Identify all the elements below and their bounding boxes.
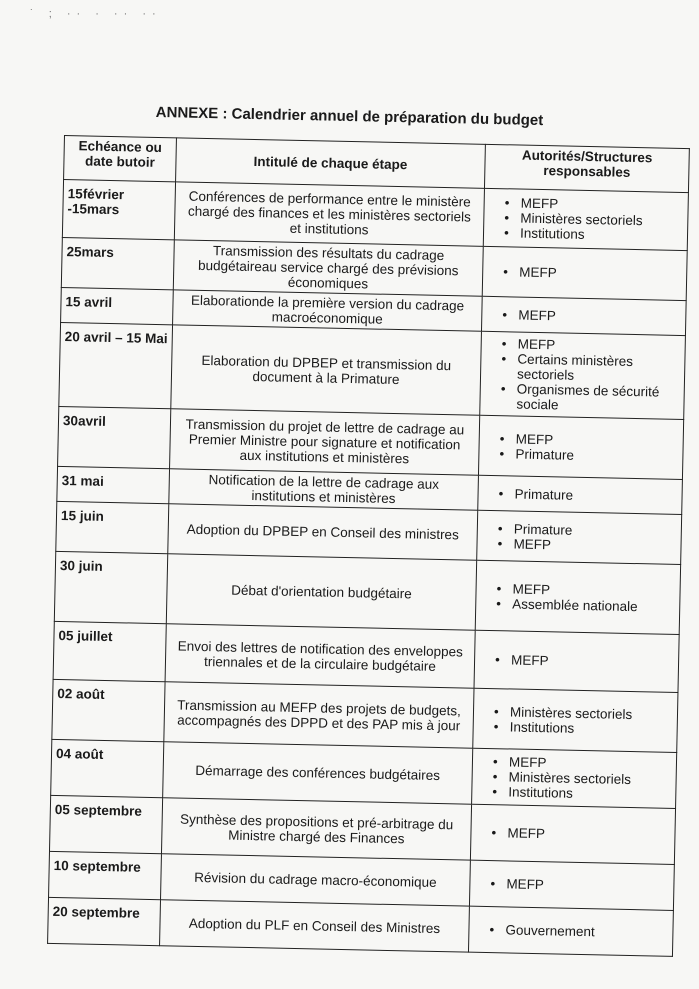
responsible-item: • MEFP	[504, 431, 679, 450]
step-cell: Démarrage des conférences budgétaires	[163, 742, 473, 804]
responsible-cell	[470, 804, 675, 864]
responsible-item: • MEFP	[509, 195, 684, 214]
calendar-table-wrapper	[47, 135, 662, 956]
step-cell: Révision du cadrage macro-économique	[161, 854, 471, 906]
responsible-item: • MEFP	[501, 536, 676, 555]
table-row	[54, 551, 680, 634]
step-cell: Elaborationde la première version du cadrage macroéconomique	[173, 290, 483, 331]
responsible-cell	[473, 688, 678, 752]
responsible-cell	[474, 630, 679, 692]
responsible-item: • Primature	[503, 446, 678, 465]
responsible-cell	[483, 188, 688, 250]
responsible-cell	[468, 906, 673, 956]
responsible-item: • MEFP	[494, 876, 669, 895]
deadline-cell: 15février -15mars	[62, 180, 175, 240]
step-cell: Synthèse des propositions et pré-arbitrage du Ministre chargé des Finances	[161, 798, 471, 860]
deadline-cell: 15 juin	[56, 501, 169, 553]
responsible-cell	[478, 415, 683, 479]
responsible-item: • Organismes de sécurité sociale	[504, 381, 680, 415]
responsible-list	[485, 430, 679, 464]
responsible-list	[477, 825, 670, 844]
step-cell: Conférences de performance entre le ministère chargé des finances et les ministères sectoriels et institutions	[174, 182, 484, 246]
responsible-list	[490, 195, 684, 244]
deadline-cell: 20 septembre	[48, 897, 161, 945]
header-step: Intitulé de chaque étape	[176, 138, 486, 188]
responsible-item: • Ministères sectoriels	[498, 704, 673, 723]
responsible-cell	[478, 475, 683, 514]
step-cell: Envoi des lettres de notification des enveloppes triennales et de la circulaire budgétaire	[165, 624, 475, 688]
step-cell: Adoption du DPBEP en Conseil des ministres	[168, 504, 478, 560]
responsible-cell	[482, 246, 687, 300]
deadline-cell: 02 août	[52, 679, 165, 741]
responsible-item: • Ministères sectoriels	[496, 769, 671, 788]
deadline-cell: 05 septembre	[49, 795, 162, 853]
responsible-list	[488, 306, 681, 325]
responsible-list	[476, 876, 669, 895]
step-cell: Transmission des résultats du cadrage budgétaireau service chargé des prévisions économiques	[173, 240, 483, 296]
responsible-cell	[475, 560, 680, 634]
step-cell: Débat d'orientation budgétaire	[166, 554, 476, 630]
responsible-item: • Primature	[502, 521, 677, 540]
deadline-cell: 30avril	[58, 406, 171, 468]
deadline-cell: 30 juin	[54, 551, 167, 623]
responsible-list	[482, 580, 676, 614]
responsible-item: • Assemblée nationale	[500, 596, 675, 615]
step-cell: Elaboration du DPBEP et transmission du document à la Primature	[171, 325, 482, 415]
responsible-list	[484, 485, 677, 504]
responsible-item: • MEFP	[500, 581, 675, 600]
deadline-cell: 05 juillet	[53, 621, 166, 681]
responsible-cell	[481, 296, 686, 335]
responsible-item: • MEFP	[499, 652, 674, 671]
step-cell: Adoption du PLF en Conseil des Ministres	[160, 900, 470, 952]
responsible-cell	[472, 748, 677, 808]
responsible-list	[489, 264, 682, 283]
responsible-list	[480, 703, 674, 737]
responsible-cell	[469, 860, 674, 910]
calendar-table	[47, 135, 690, 957]
deadline-cell: 10 septembre	[49, 851, 162, 899]
page-title: ANNEXE : Calendrier annuel de préparation du budget	[155, 103, 544, 130]
responsible-item: • Certains ministères sectoriels	[505, 351, 681, 385]
deadline-cell: 04 août	[51, 739, 164, 797]
step-cell: Transmission au MEFP des projets de budgets, accompagnés des DPPD et des PAP mis à jour	[164, 682, 474, 748]
responsible-item: • MEFP	[506, 307, 681, 326]
responsible-item: • Ministères sectoriels	[508, 210, 683, 229]
deadline-cell: 15 avril	[61, 287, 174, 324]
responsible-cell	[477, 510, 682, 564]
responsible-list	[475, 922, 668, 941]
deadline-cell: 20 avril – 15 Mai	[59, 322, 173, 408]
responsible-item: • MEFP	[497, 754, 672, 773]
deadline-cell: 31 mai	[57, 466, 170, 503]
step-cell: Transmission du projet de lettre de cadrage au Premier Ministre pour signature et notification aux institutions et ministères	[170, 409, 480, 475]
responsible-item: • Institutions	[508, 225, 683, 244]
responsible-item: • Primature	[502, 486, 677, 505]
header-date: Echéance ou date butoir	[64, 136, 177, 182]
responsible-item: • Institutions	[496, 784, 671, 803]
responsible-item: • MEFP	[507, 264, 682, 283]
responsible-list	[478, 754, 672, 803]
responsible-item: • MEFP	[495, 825, 670, 844]
deadline-cell: 25mars	[61, 237, 174, 289]
scan-specks: ˙ ; ·· · ·· ··	[30, 8, 162, 20]
responsible-list	[486, 336, 681, 415]
header-resp: Autorités/Structures responsables	[484, 144, 689, 192]
responsible-item: • Gouvernement	[493, 922, 668, 941]
step-cell: Notification de la lettre de cadrage aux institutions et ministères	[169, 469, 479, 510]
responsible-cell	[480, 331, 686, 419]
table-row	[59, 322, 686, 419]
responsible-item: • Institutions	[498, 719, 673, 738]
responsible-list	[483, 520, 677, 554]
responsible-list	[481, 652, 674, 671]
responsible-item: • MEFP	[506, 336, 681, 355]
